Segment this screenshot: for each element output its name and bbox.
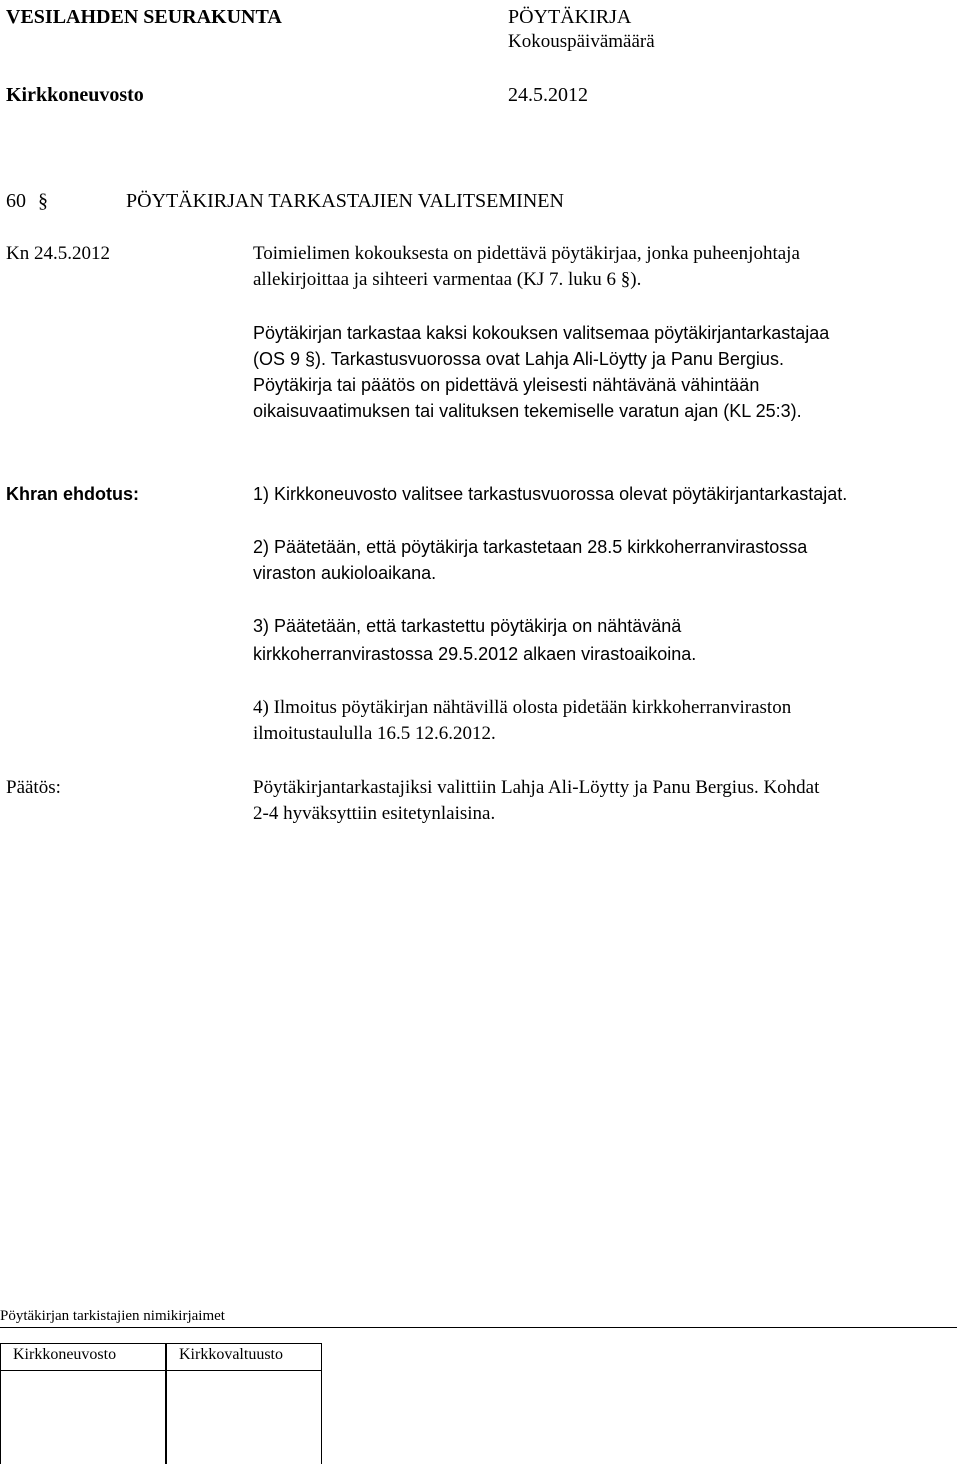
proposal-item-2-line2: viraston aukioloaikana. [253, 563, 437, 583]
footer-divider [0, 1327, 957, 1328]
section-title: PÖYTÄKIRJAN TARKASTAJIEN VALITSEMINEN [126, 190, 564, 212]
proposal-item-1: 1) Kirkkoneuvosto valitsee tarkastusvuorossa olevat pöytäkirjantarkastajat. [253, 484, 848, 504]
proposal-item-2-line1: 2) Päätetään, että pöytäkirja tarkastetaan 28.5 kirkkoherranvirastossa [253, 537, 808, 557]
section-symbol: § [38, 190, 48, 212]
proposal-label: Khran ehdotus: [6, 484, 139, 504]
signature-box-kirkkovaltuusto [166, 1343, 322, 1464]
signature-box-kirkkoneuvosto [0, 1343, 166, 1464]
proposal-item-4-line1: 4) Ilmoitus pöytäkirjan nähtävillä olosta pidetään kirkkoherranviraston [253, 697, 792, 718]
background-para1-line1: Toimielimen kokouksesta on pidettävä pöytäkirjaa, jonka puheenjohtaja [253, 243, 800, 264]
meeting-date: 24.5.2012 [508, 84, 588, 106]
background-para2-line2: (OS 9 §). Tarkastusvuorossa ovat Lahja Ali-Löytty ja Panu Bergius. [253, 349, 784, 369]
background-para2-line4: oikaisuvaatimuksen tai valituksen tekemiselle varatun ajan (KL 25:3). [253, 401, 802, 421]
decision-label: Päätös: [6, 777, 61, 798]
background-para2-line1: Pöytäkirjan tarkastaa kaksi kokouksen valitsemaa pöytäkirjantarkastajaa [253, 323, 830, 343]
proposal-item-4-line2: ilmoitustaululla 16.5 12.6.2012. [253, 723, 496, 744]
background-para2-line3: Pöytäkirja tai päätös on pidettävä yleisesti nähtävänä vähintään [253, 375, 760, 395]
meeting-date-label: Kokouspäivämäärä [508, 31, 655, 52]
reference-date: Kn 24.5.2012 [6, 243, 110, 264]
document-type: PÖYTÄKIRJA [508, 6, 632, 28]
signature-box-label: Kirkkovaltuusto [179, 1346, 283, 1363]
organization-name: VESILAHDEN SEURAKUNTA [6, 6, 282, 28]
signature-box-rule [1, 1370, 165, 1371]
background-para1-line2: allekirjoittaa ja sihteeri varmentaa (KJ 7. luku 6 §). [253, 269, 642, 290]
proposal-item-3-line1: 3) Päätetään, että tarkastettu pöytäkirja on nähtävänä [253, 616, 682, 636]
signature-box-rule [167, 1370, 321, 1371]
signature-box-label: Kirkkoneuvosto [13, 1346, 117, 1363]
decision-line2: 2-4 hyväksyttiin esitetynlaisina. [253, 803, 496, 824]
section-number: 60 [6, 190, 26, 212]
decision-line1: Pöytäkirjantarkastajiksi valittiin Lahja Ali-Löytty ja Panu Bergius. Kohdat [253, 777, 820, 798]
governing-body: Kirkkoneuvosto [6, 84, 144, 106]
footer-title: Pöytäkirjan tarkistajien nimikirjaimet [0, 1308, 225, 1324]
proposal-item-3-line2: kirkkoherranvirastossa 29.5.2012 alkaen virastoaikoina. [253, 644, 697, 664]
